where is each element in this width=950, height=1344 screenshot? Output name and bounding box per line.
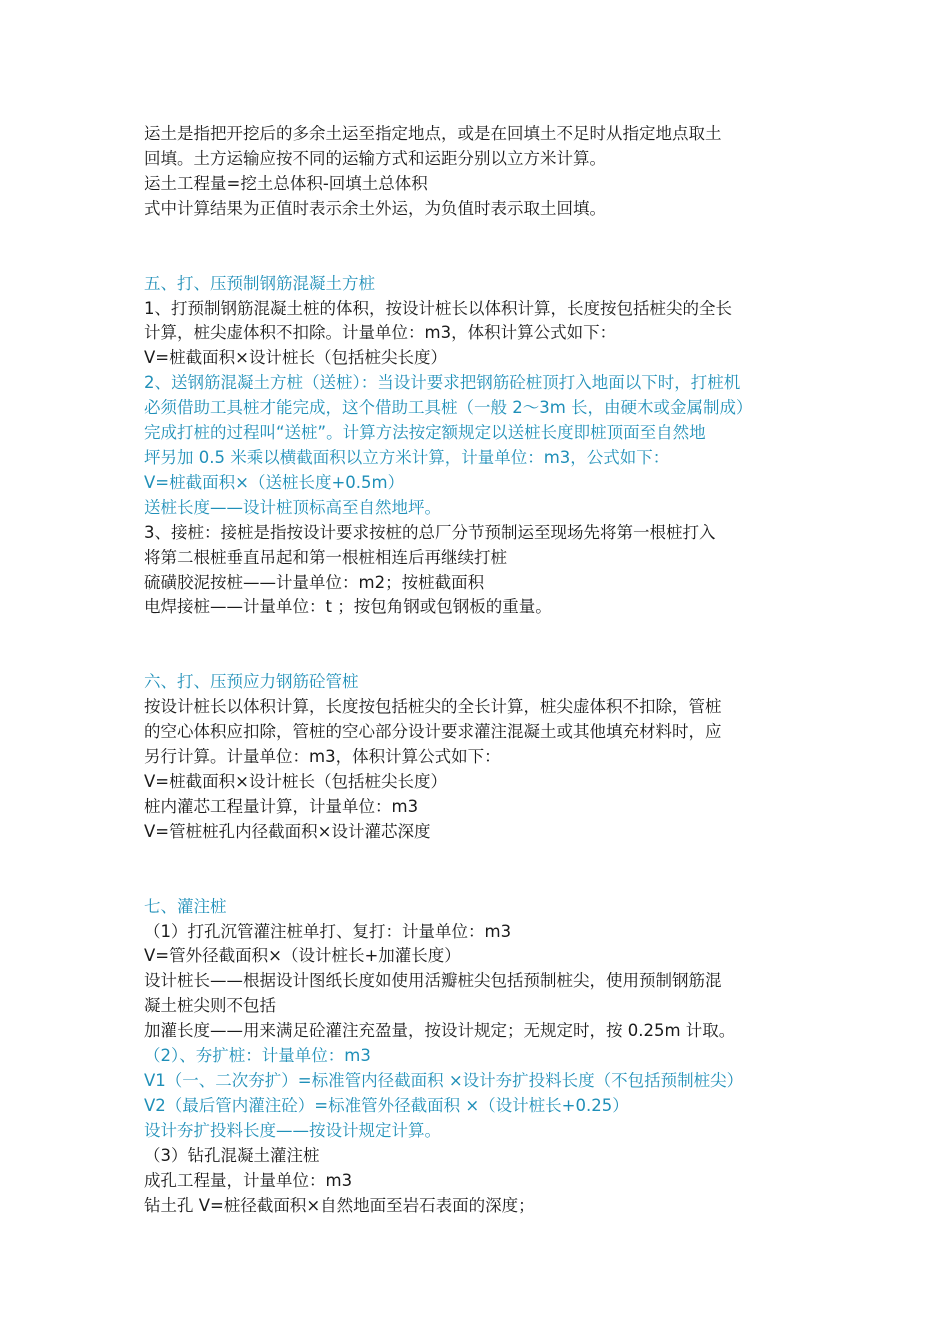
highlighted-formula-line: V2（最后管内灌注砼）=标准管外径截面积 ×（设计桩长+0.25）: [144, 1095, 629, 1115]
paragraph-line: 设计桩长——根据设计图纸长度如使用活瓣桩尖包括预制桩尖，使用预制钢筋混: [144, 971, 722, 991]
paragraph-line: 加灌长度——用来满足砼灌注充盈量，按设计规定；无规定时，按 0.25m 计取。: [144, 1021, 736, 1041]
highlighted-line: 完成打桩的过程叫“送桩”。计算方法按定额规定以送桩长度即桩顶面至自然地: [144, 423, 706, 443]
highlighted-formula-line: V1（一、二次夯扩）=标准管内径截面积 ×设计夯扩投料长度（不包括预制桩尖）: [144, 1071, 744, 1090]
paragraph-line: 1、打预制钢筋混凝土桩的体积，按设计桩长以体积计算，长度按包括桩尖的全长: [144, 298, 732, 318]
paragraph-line: 按设计桩长以体积计算，长度按包括桩尖的全长计算，桩尖虚体积不扣除，管桩: [144, 697, 722, 717]
highlighted-line: 设计夯扩投料长度——按设计规定计算。: [144, 1120, 441, 1140]
paragraph-line: （1）打孔沉管灌注桩单打、复打：计量单位：m3: [144, 921, 512, 941]
paragraph-line: 电焊接桩——计量单位：t ；按包角钢或包钢板的重量。: [144, 597, 552, 617]
section-heading: 五、打、压预制钢筋混凝土方桩: [144, 273, 375, 293]
section-heading: 七、灌注桩: [144, 896, 227, 916]
formula-line: 运土工程量=挖土总体积-回填土总体积: [144, 173, 428, 193]
paragraph-line: 硫磺胶泥按桩——计量单位：m2；按桩截面积: [144, 572, 485, 592]
section-6: [144, 670, 812, 844]
paragraph-line: 成孔工程量，计量单位：m3: [144, 1170, 353, 1190]
document-page: [144, 122, 812, 1218]
paragraph-line: （3）钻孔混凝土灌注桩: [144, 1145, 320, 1165]
section-heading: 六、打、压预应力钢筋砼管桩: [144, 672, 359, 692]
intro-section: [144, 122, 812, 222]
paragraph-line: 3、接桩：接桩是指按设计要求按桩的总厂分节预制运至现场先将第一根桩打入: [144, 522, 716, 542]
highlighted-formula-line: V=桩截面积×（送桩长度+0.5m）: [144, 472, 405, 492]
paragraph-line: 将第二根桩垂直吊起和第一根桩相连后再继续打桩: [144, 547, 507, 567]
highlighted-line: 坪另加 0.5 米乘以横截面积以立方米计算，计量单位：m3，公式如下：: [144, 447, 670, 467]
section-5: [144, 272, 812, 621]
paragraph-line: 运土是指把开挖后的多余土运至指定地点，或是在回填土不足时从指定地点取土: [144, 124, 722, 143]
formula-line: V=桩截面积×设计桩长（包括桩尖长度）: [144, 771, 447, 791]
paragraph-line: 另行计算。计量单位：m3，体积计算公式如下：: [144, 747, 501, 767]
paragraph-line: 桩内灌芯工程量计算，计量单位：m3: [144, 796, 419, 816]
highlighted-line: 必须借助工具桩才能完成，这个借助工具桩（一般 2～3m 长，由硬木或金属制成）: [144, 398, 753, 418]
section-7: [144, 895, 812, 1219]
highlighted-line: （2）、夯扩桩：计量单位：m3: [144, 1046, 371, 1066]
formula-line: V=管桩桩孔内径截面积×设计灌芯深度: [144, 821, 431, 841]
formula-line: V=管外径截面积×（设计桩长+加灌长度）: [144, 946, 461, 966]
formula-line: V=桩截面积×设计桩长（包括桩尖长度）: [144, 348, 447, 368]
paragraph-line: 计算，桩尖虚体积不扣除。计量单位：m3，体积计算公式如下：: [144, 323, 617, 343]
formula-line: 钻土孔 V=桩径截面积×自然地面至岩石表面的深度；: [144, 1195, 535, 1215]
paragraph-line: 的空心体积应扣除，管桩的空心部分设计要求灌注混凝土或其他填充材料时，应: [144, 722, 722, 742]
highlighted-line: 2、送钢筋混凝土方桩（送桩）：当设计要求把钢筋砼桩顶打入地面以下时，打桩机: [144, 373, 741, 393]
highlighted-line: 送桩长度——设计桩顶标高至自然地坪。: [144, 497, 441, 517]
paragraph-line: 式中计算结果为正值时表示余土外运，为负值时表示取土回填。: [144, 198, 606, 218]
paragraph-line: 凝土桩尖则不包括: [144, 996, 276, 1016]
paragraph-line: 回填。土方运输应按不同的运输方式和运距分别以立方米计算。: [144, 148, 606, 168]
